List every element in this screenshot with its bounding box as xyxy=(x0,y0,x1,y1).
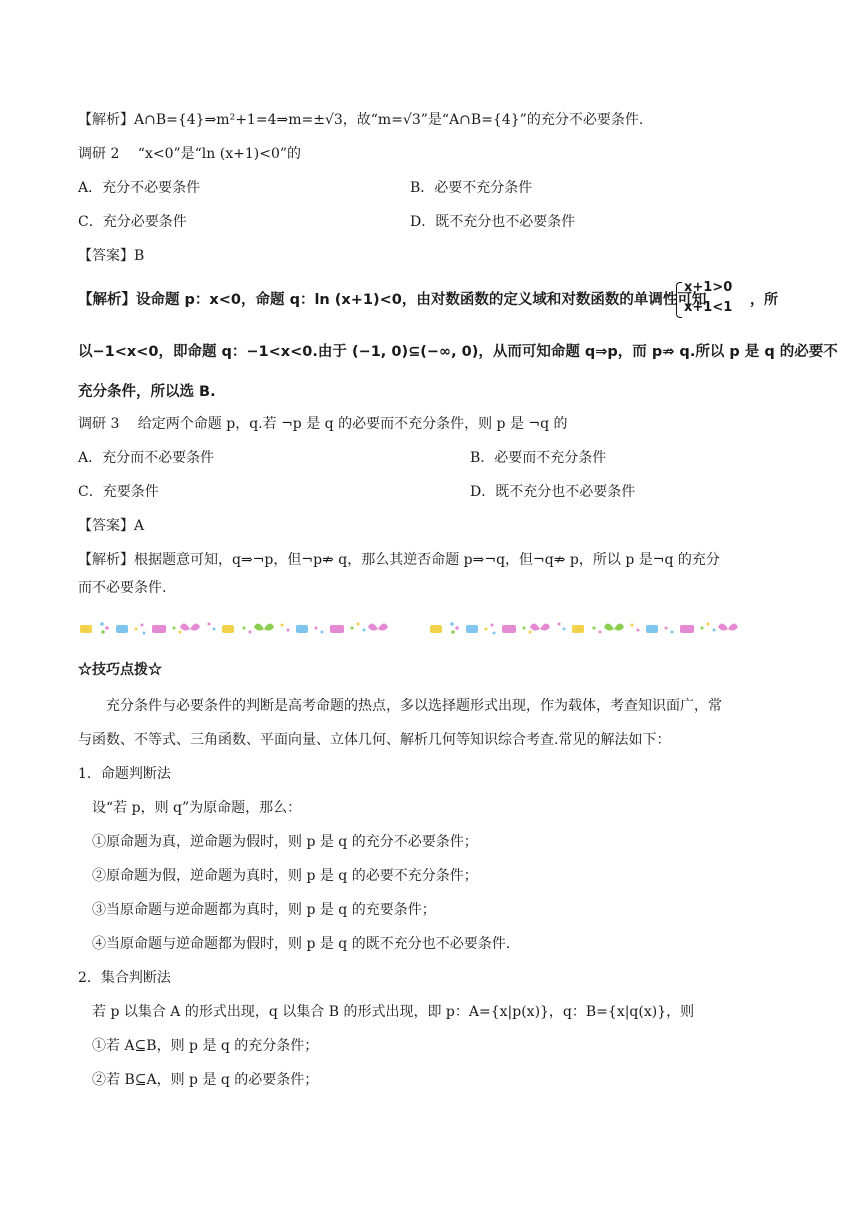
method-1-title: 1．命题判断法 xyxy=(78,766,171,782)
q2-explanation-line-1-end: ，所 xyxy=(750,292,778,308)
q2-option-d: D．既不充分也不必要条件 xyxy=(410,214,576,230)
method-2-intro: 若 p 以集合 A 的形式出现，q 以集合 B 的形式出现，即 p：A={x|p(x)}，q：B={x|q(x)}，则 xyxy=(92,1004,695,1020)
q3-option-a: A．充分而不必要条件 xyxy=(78,450,215,466)
left-brace-icon xyxy=(676,282,682,318)
question-3-stem: 调研 3 给定两个命题 p，q.若 ¬p 是 q 的必要而不充分条件，则 p 是 ¬q 的 xyxy=(78,416,568,432)
question-2-stem: 调研 2 “x<0”是“ln (x+1)<0”的 xyxy=(78,146,302,162)
inequality-row-2: x+1<1 xyxy=(684,300,733,315)
q2-explanation-line-2: 以−1<x<0，即命题 q：−1<x<0.由于 (−1, 0)⊆(−∞, 0)，从而可知命题 q⇒p，而 p⇏ q.所以 p 是 q 的必要不 xyxy=(78,344,838,360)
explanation-1: 【解析】A∩B={4}⇒m²+1=4⇒m=±√3，故“m=√3”是“A∩B={4}”的充分不必要条件. xyxy=(78,112,644,128)
decorative-divider xyxy=(78,616,780,642)
q2-option-c: C．充分必要条件 xyxy=(78,214,187,230)
method-2-item-1: ①若 A⊆B，则 p 是 q 的充分条件； xyxy=(92,1038,319,1054)
inequality-row-1: x+1>0 xyxy=(684,280,733,295)
q2-answer: 【答案】B xyxy=(78,248,145,264)
q3-option-d: D．既不充分也不必要条件 xyxy=(470,484,636,500)
tips-paragraph-1: 充分条件与必要条件的判断是高考命题的热点，多以选择题形式出现，作为载体，考查知识面广，常 xyxy=(106,698,722,714)
method-1-item-3: ③当原命题与逆命题都为真时，则 p 是 q 的充要条件； xyxy=(92,902,436,918)
q3-option-c: C．充要条件 xyxy=(78,484,159,500)
method-1-item-1: ①原命题为真，逆命题为假时，则 p 是 q 的充分不必要条件； xyxy=(92,834,478,850)
tips-title: ☆技巧点拨☆ xyxy=(78,662,162,678)
q2-explanation-line-3: 充分条件，所以选 B. xyxy=(78,384,216,400)
method-1-item-2: ②原命题为假，逆命题为真时，则 p 是 q 的必要不充分条件； xyxy=(92,868,478,884)
inequality-system xyxy=(676,280,746,320)
q2-explanation-line-1: 【解析】设命题 p：x<0，命题 q：ln (x+1)<0，由对数函数的定义域和对数函数的单调性可知 xyxy=(78,292,707,308)
tips-paragraph-2: 与函数、不等式、三角函数、平面向量、立体几何、解析几何等知识综合考查.常见的解法如下： xyxy=(78,732,671,748)
q3-answer: 【答案】A xyxy=(78,518,145,534)
q3-explanation-line-2: 而不必要条件. xyxy=(78,580,167,596)
q3-option-b: B．必要而不充分条件 xyxy=(470,450,607,466)
method-1-item-4: ④当原命题与逆命题都为假时，则 p 是 q 的既不充分也不必要条件. xyxy=(92,936,511,952)
method-2-title: 2．集合判断法 xyxy=(78,970,171,986)
q3-explanation-line-1: 【解析】根据题意可知，q⇒¬p，但¬p⇏ q，那么其逆否命题 p⇒¬q，但¬q⇏ p，所以 p 是¬q 的充分 xyxy=(78,552,720,568)
method-1-intro: 设“若 p，则 q”为原命题，那么： xyxy=(92,800,302,816)
q2-option-b: B．必要不充分条件 xyxy=(410,180,533,196)
method-2-item-2: ②若 B⊆A，则 p 是 q 的必要条件； xyxy=(92,1072,319,1088)
q2-option-a: A．充分不必要条件 xyxy=(78,180,201,196)
